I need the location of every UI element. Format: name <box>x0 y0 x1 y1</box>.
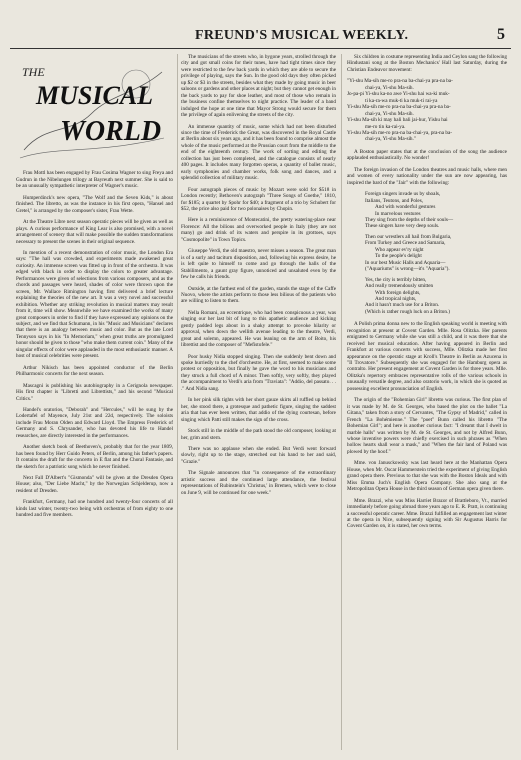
article-paragraph: Frankfurt, Germany, had one hundred and twenty-four concerts of all kinds last winter, twenty-two being with orchestras of from eighty to one hundred and five members. <box>16 499 173 519</box>
article-paragraph: Mascagni is publishing his autobiography in a Cerignola newspaper. His first chapter is "Libretti and Librettists," and his second "Musical Critics." <box>16 382 173 402</box>
hindustani-song <box>347 78 507 143</box>
poem-line: With foreign delights, <box>375 289 421 296</box>
column-divider <box>341 54 342 750</box>
song-line: Yi-shu Ma-sih me-ro pra-na ba-chai-ya, pra-na ba- <box>347 129 453 136</box>
song-line: chai-ya, Yi-shu Ma-sih. <box>365 84 414 91</box>
column-1 <box>16 54 173 524</box>
poem-line: These singers have very deep souls. <box>365 223 440 230</box>
poem-line: In our best Music Halls and Aquaria— <box>365 259 446 266</box>
song-line: ti ka-ra-wa muk-ti ka muk-ti rai-ya <box>365 97 438 104</box>
article-paragraph: There was no applause when she ended. But Verdi went forward slowly, right up to the stage, stretched out his hand to her and said, "Grazie." <box>181 446 336 465</box>
poem-line: To the people's delight <box>375 253 422 260</box>
header-rule <box>10 48 511 49</box>
article-paragraph: The Signale announces that "in consequence of the extraordinary artistic success and the continued large attendance, the festival representations of Rubinstein's 'Christus,' in Bremen, which were to close on June 9, will be continued for one week." <box>181 470 336 496</box>
article-paragraph: Here is a reminiscence of Montecatini, the pretty watering-place near Florence: All the bilious and overworked people in Italy (they are not many) go and drink of its waters and perspire in its grottoes, says "Cosmopolite" in Town Topics. <box>181 217 336 243</box>
article-paragraph: Next Fall D'Albert's "Gismonda" will be given at the Dresden Opera House; also, "Der Liebe Macht," by the Norwegian Schjelderup, now a resident of Dresden. <box>16 475 173 494</box>
page-header <box>0 24 521 46</box>
article-paragraph: Humperdinck's new opera, "The Wolf and the Seven Kids," is about finished. The libretto, as was the instance in his first opera, "Hansel and Gretel," is arranged by the composer's sister, Frau Wette. <box>16 194 173 214</box>
poem-line: And it hasn't much use for a Briton. <box>365 302 440 309</box>
article-paragraph: Six children in costume representing India and Ceylon sang the following Hindustani song at the Boston Mechanics' Hall last Saturday, during the Christian Endeavor movement: <box>347 54 507 73</box>
poem-line: Italians, Teutons, and Poles, <box>365 197 424 204</box>
publication-title: FREUND'S MUSICAL WEEKLY. <box>195 28 409 43</box>
article-paragraph: Giuseppe Verdi, the old maestro, never misses a season. The great man is of a surly and taciturn disposition, and, following his express desire, he is left quite to himself to come and go through the halls of the Stabilimento, a gaunt gray figure, unnoticed and unsaluted even by the few he calls his friends. <box>181 248 336 281</box>
article-paragraph: In mention of a recent demonstration of color music, the London Era says: "The hall was crowded, and experiments made awakened great curiosity. An immense screen was fitted up in front of the orchestra. It was edged with black in order to display the colors to greater advantage. Performances were given of selections from various composers, and as the chords and passages were heard, shades of color were thrown upon the screen, Mr. Wallace Rimington having first delivered a brief lecture explaining the theories of the new art. It was a very novel and successful exhibition. Whether any striking revolution in musical matters may result from it, time will show. Meanwhile we have examined the works of many great composers in order to find if they have expressed any opinions on the subject, and we find that Schumann, in his "Music and Musicians" declares that there is an analogy between music and color. But as the late Lord Tennyson says in his "In Memoriam," when great truths are promulgated honor should be given to those "who make them current coin." Many of the singular effects of color were applauded in the most enthusiastic manner. A host of musical celebrities were present. <box>16 249 173 360</box>
poem-line: And with wonderful gestures <box>375 204 436 211</box>
poem-line: Then our wrestlers all hail from Bulgaria, <box>365 233 452 240</box>
article-paragraph: Four autograph pieces of music by Mozart were sold for $518 in London recently; Bethoven's autograph "Three Songs of Goethe," 1810, for $185; a quartet by Spohr for $40; a fragment of a trio by Schubert for $52, the price also paid for two polonaises by Chopin. <box>181 186 336 212</box>
poem-line: ("Aquariums" is wrong—it's "Aquaria"). <box>365 266 450 273</box>
poem-line: In marvelous vestures <box>375 210 421 217</box>
column-2 <box>181 54 336 501</box>
song-line: Yi-shu Ma-sih me-ro pra-na ba-chai-ya pra-na ba- <box>347 104 451 111</box>
poem-line: (Which is rather rough luck on a Briton.) <box>365 308 450 315</box>
logo-musical: MUSICAL <box>36 81 154 110</box>
poem-line: From Turkey and Greece and Samaria, <box>365 240 446 247</box>
logo-world: WORLD <box>60 116 162 147</box>
article-paragraph: Arthur Nikisch has been appointed conductor of the Berlin Philharmonic concerts for the next season. <box>16 364 173 378</box>
poem-line: And really tremendously smitten <box>365 283 434 290</box>
article-paragraph: Handel's oratorios, "Deborah" and "Hercules," will be sung by the Lodertafel of Mayence, July 21st and 22d, respectively. The soloists include Frau Moran Olden and Edward Lloyd. The Empress Frederick of Germany and S. Chrysander, who has devoted his life to Handel researches, are directly interested in the performances. <box>16 406 173 439</box>
song-line: "Yi-shu Ma-sih me-ro pra-na ba-chai-ya pra-na ba- <box>347 78 453 85</box>
article-paragraph: An immense quantity of music, some which had not been disturbed since the time of Frederick the Great, was discovered in the Royal Castle at Berlin about six years ago, and it has been found to comprise almost the whole of the music performed at the Prussian court from the middle to the end of the eighteenth century. The work of sorting and editing the collection has just been completed, and the catalogue consists of nearly 400 pages. It includes many forgotten operas, a quantity of ballet music, early symphonies and chamber works, folk song and dances, and a splendid collection of military music. <box>181 123 336 182</box>
poem-line: And tropical nights, <box>375 295 417 302</box>
song-line: chai-ya, Yi-shu Ma-sih." <box>365 136 416 143</box>
logo-the: THE <box>22 65 45 79</box>
musical-world-logo <box>16 54 168 162</box>
article-paragraph: Outside, at the farthest end of the garden, stands the stage of the Caffe Nuovo, where the artists perform to those less bilious of the patients who are willing to listen to them. <box>181 285 336 305</box>
song-line: chai-ya, Yi-shu Ma-sih. <box>365 110 414 117</box>
article-paragraph: Frau Mottl has been engaged by Frau Cosima Wagner to sing Freya and Gudrun in the Nibelungen trilogy at Bayreuth next summer. She is said to be an unusually sympathetic interpreter of Wagner's music. <box>16 170 173 190</box>
poem-line: They sing from the depths of their souls— <box>365 216 454 223</box>
article-paragraph: The foreign invasion of the London theatres and music halls, where men and women of every nationality under the sun are now appearing, has inspired the bard of the "Jair" with the following: <box>347 166 507 186</box>
page-number: 5 <box>497 26 505 43</box>
article-paragraph: Mme. Brazzi, who was Miss Harriet Brazor of Brattleboro, Vt., married immediately before going abroad three years ago to E. R. Pratt, is continuing a successful operatic career. Mme. Brazzi fulfilled an engagement last winter at the opera in Nice, subsequently signing with Sir Augustus Harris for Covent Garden on, it is stated, her own terms. <box>347 497 507 530</box>
article-paragraph: At the Theatre Libre next season operatic pieces will be given as well as plays. A curious performance of King Lear is also promised, with a novel arrangement of scenery that will make possible the sudden transformations necessary to present the scenes in their original sequence. <box>16 219 173 245</box>
poem-line: Yes, the city is terribly bitten, <box>365 276 427 283</box>
article-paragraph: Mme. von Janusckowsky was last heard here at the Manhattan Opera House, when Mr. Oscar Hammerstein tried the experiment of giving English grand opera there. Previous to that she was with the Boston Ideals and with Miss Emma Juch's English Opera Company. She also sang at the Metropolitan Opera House in the third season of German opera given there. <box>347 460 507 493</box>
article-paragraph: Poor husky Nidia stopped singing. Then she suddenly bent down and spoke hurriedly to the chef d'orchestre. He, at first, seemed to make some protest or opposition, but finally he gave the word to his musicians and they struck a full chord of A minor. Then softly, very softly, they played the accompaniment to Verdi's aria from "Traviata": "Addio, del passato. . . ." And Nidia sang. <box>181 353 336 392</box>
article-paragraph: In her pink silk tights with her short gauze skirts all ruffled up behind her, she stood there, a grotesque and pathetic figure, singing the saddest aria that has ever been written, that addio of the dying courtesan, before singing which Patti still makes the sign of the cross. <box>181 397 336 423</box>
foreign-invasion-poem <box>347 191 507 315</box>
article-paragraph: Stock still in the middle of the path stood the old composer, looking at her, grim and stern. <box>181 428 336 441</box>
poem-line: Foreign singers invade us by shoals, <box>365 191 441 198</box>
article-paragraph: Another sketch book of Beethoven's, probably that for the year 1809, has been found by Herr Guido Peters, of Berlin, among his father's papers. It contains the draft for the concerto in E flat and the Choral Fantasie, and the sketch for a patriotic song which he never finished. <box>16 444 173 470</box>
column-3 <box>347 54 507 535</box>
song-line: me-ro tin ka-rai-ya. <box>365 123 406 130</box>
song-line: Yi-shu Ma-sih ki may hali bali jai-hur, Yishu hai <box>347 117 448 124</box>
article-paragraph: A Polish prima donna new to the English speaking world is meeting with recognition at present at Covent Garden. Mlle. Rosa Olitzka. Her parents emigrated to Germany while she was still a child, and it was there that she received her musical education. After having appeared in Berlin and Frankfort at various concerts with success, Mlle. Olitzka made her first appearance on the operatic stage at Kroll's Theatre in Berlin as Azucena in "Il Trovatore." Subsequently she was engaged for the Hamburg opera as contralto. Her present engagement at Covent Garden is for three years. Mlle. Olitzka's repertory embraces representative rolls of the various schools in unusually versatile degree, and also oratorio work, in which she is quoted as possessing excellent pronunciation of English. <box>347 321 507 392</box>
article-paragraph: The musicians of the streets who, in bygone years, strolled through the city and got small coins for their tunes, have had tight times since they were restricted to the few back yards in which they are able to secure the privilege of playing, says the Sun. In the good old days they often picked up $2 or $3 in the streets, besides what they made by going music in beer saloons or gardens and other places at night; but they cannot get enough in the back yards to pay for shoe leather, and most of those who remain in the business confine themselves to night practice. The leader of a band indulged the hope at one time that Mayor Strong would secure for them the privilege of again enlivening the streets of the city. <box>181 54 336 119</box>
article-paragraph: Nella Romani, an eccentrique, who had been conspicuous a year, was singing our her last bit of lung to this apathetic audience and kicking gently padded legs about in a shaky attempt to provoke hilarity or approval, when down the wellith avenue leading to the theatre, Verdi, great and solemn, appeared. He was leaning on the arm of Boito, his librettist and the composer of "Mefistofele." <box>181 309 336 349</box>
song-line: Jo-pa-pi Yi-shu ka-no awe Yi-shu hai wa-ki muk- <box>347 91 450 98</box>
article-paragraph: A Boston paper states that at the conclusion of the song the audience applauded enthusiastically. No wonder! <box>347 148 507 162</box>
column-divider <box>177 54 178 750</box>
article-paragraph: The origin of the "Bohemian Girl" libretto was curious. The first plan of it was made by M. de St. Georges, who based the plot on the ballet "La Gitana," taken from a story of Cervantes, "The Gypsy of Madrid," called in French "La Bohémienne." The "poet" Bunn called his libretto "The Bohemian Girl"; and here is another curious fact: "I dreamt that I dwelt in marble halls" was written by M. de St. Georges, and not by Alfred Bunn, whose inventive powers were chiefly exercised in such phrases as "When hollow hearts shall wear a mask," and "When the fair land of Poland was plowed by the hoof." <box>347 397 507 455</box>
poem-line: Who appear ev'ry night <box>375 246 424 253</box>
